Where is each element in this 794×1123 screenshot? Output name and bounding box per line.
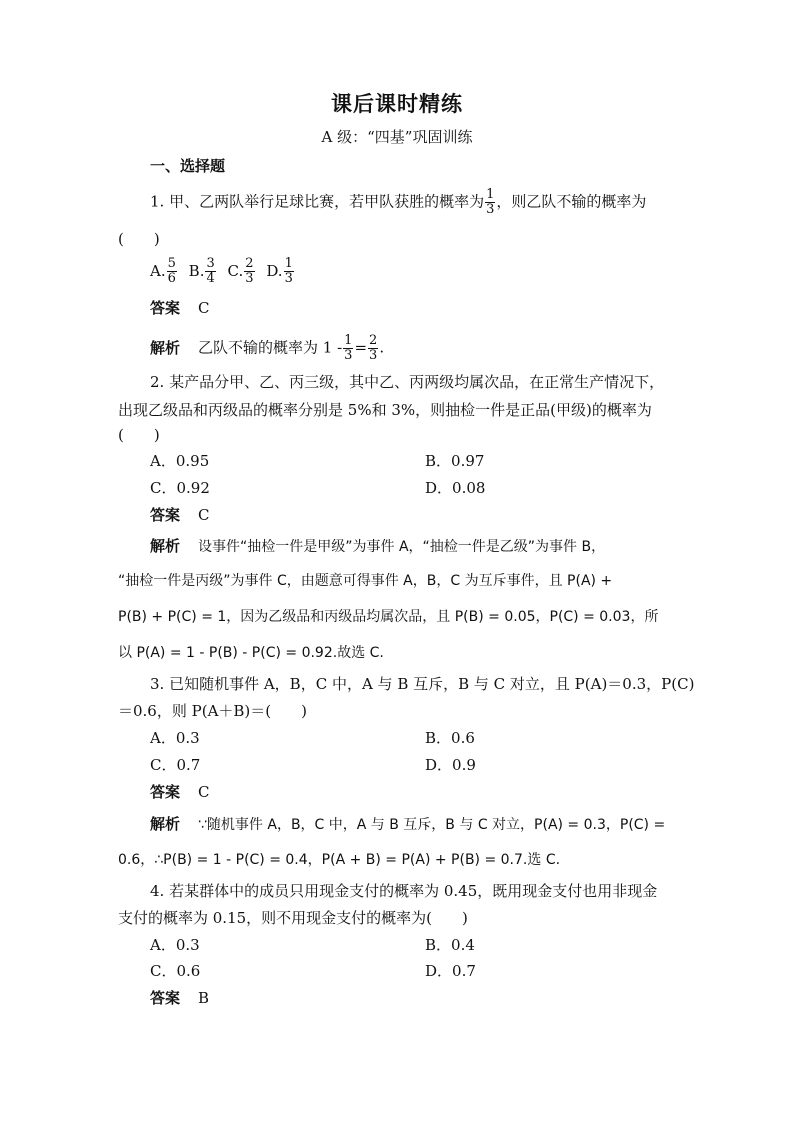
q1-stem-text-b: ，则乙队不输的概率为: [496, 192, 647, 211]
q2-paren: ( ): [118, 426, 160, 444]
answer-value: C: [198, 299, 210, 317]
frac-den: 6: [167, 271, 176, 286]
analysis-equals: =: [354, 338, 368, 357]
q1-option-b: [188, 256, 217, 286]
q3-analysis-line-1: [150, 814, 665, 835]
option-fraction: [244, 257, 254, 286]
q3-option-c: C．0.7: [150, 756, 201, 774]
section-heading: 一、选择题: [150, 157, 226, 175]
answer-tag: 答案: [150, 989, 181, 1007]
frac-den: 3: [344, 348, 353, 363]
q4-option-c: C．0.6: [150, 962, 201, 980]
q2-stem-line-2: 出现乙级品和丙级品的概率分别是 5%和 3%，则抽检一件是正品(甲级)的概率为: [118, 401, 652, 419]
page-title: 课后课时精练: [331, 91, 463, 116]
frac-num: 3: [206, 256, 215, 271]
q2-answer: [150, 505, 210, 525]
option-label: C.: [227, 261, 244, 280]
q3-stem-line-1: 3. 已知随机事件 A，B，C 中，A 与 B 互斥，B 与 C 对立，且 P(A)＝0.3，P(C): [150, 675, 695, 693]
q2-option-b: B．0.97: [425, 452, 485, 470]
q3-answer: [150, 782, 210, 802]
answer-value: C: [198, 506, 210, 524]
frac-den: 3: [284, 271, 293, 286]
option-label: B.: [188, 261, 205, 280]
option-fraction: [284, 257, 294, 286]
q4-option-d: D．0.7: [425, 962, 476, 980]
q1-answer: [150, 298, 210, 318]
q2-analysis-line-3: P(B) + P(C) = 1，因为乙级品和丙级品均属次品，且 P(B) = 0.05，P(C) = 0.03，所: [118, 609, 659, 625]
frac-den: 3: [245, 271, 254, 286]
option-label: A.: [150, 261, 166, 280]
option-fraction: [167, 257, 177, 286]
answer-value: C: [198, 783, 210, 801]
q2-analysis-line-1: [150, 536, 605, 557]
q4-option-b: B．0.4: [425, 936, 475, 954]
answer-value: B: [198, 989, 210, 1007]
q1-paren: ( ): [118, 230, 160, 248]
frac-num: 5: [167, 256, 176, 271]
q1-option-d: [266, 256, 295, 286]
analysis-tag: 解析: [150, 537, 181, 555]
q1-options: [150, 257, 295, 286]
q2-analysis-line-4: 以 P(A) = 1 - P(B) - P(C) = 0.92.故选 C.: [118, 645, 384, 661]
q1-analysis: [150, 334, 384, 363]
q2-option-d: D．0.08: [425, 479, 486, 497]
q2-option-c: C．0.92: [150, 479, 210, 497]
frac-num: 1: [344, 333, 353, 348]
answer-tag: 答案: [150, 299, 181, 317]
q1-stem: [150, 188, 646, 217]
q2-option-a: A．0.95: [150, 452, 210, 470]
q1-option-c: [227, 256, 256, 286]
q2-stem-line-1: 2. 某产品分甲、乙、丙三级，其中乙、丙两级均属次品，在正常生产情况下，: [150, 373, 665, 391]
analysis-text: ∵随机事件 A，B，C 中，A 与 B 互斥，B 与 C 对立，P(A) = 0.3，P(C) =: [198, 817, 666, 833]
q3-option-a: A．0.3: [150, 729, 200, 747]
q3-analysis-line-2: 0.6，∴P(B) = 1 - P(C) = 0.4，P(A + B) = P(A) + P(B) = 0.7.选 C.: [118, 852, 561, 868]
analysis-text: 设事件“抽检一件是甲级”为事件 A，“抽检一件是乙级”为事件 B，: [198, 539, 606, 555]
q1-option-a: [150, 256, 178, 286]
q1-stem-fraction: [485, 188, 495, 217]
q1-stem-frac-den: 3: [486, 202, 495, 217]
page-subtitle: A 级：“四基”巩固训练: [321, 128, 473, 146]
analysis-fraction-2: [368, 334, 378, 363]
q4-stem-line-2: 支付的概率为 0.15，则不用现金支付的概率为( ): [118, 909, 468, 927]
answer-tag: 答案: [150, 783, 181, 801]
frac-num: 1: [284, 256, 293, 271]
q4-option-a: A．0.3: [150, 936, 200, 954]
q3-option-d: D．0.9: [425, 756, 476, 774]
analysis-text: 乙队不输的概率为 1 -: [198, 338, 343, 357]
frac-num: 2: [369, 333, 378, 348]
q1-stem-text-a: 1. 甲、乙两队举行足球比赛，若甲队获胜的概率为: [150, 192, 485, 211]
option-fraction: [205, 257, 215, 286]
q3-stem-line-2: ＝0.6，则 P(A＋B)＝( ): [118, 702, 307, 720]
frac-den: 3: [369, 348, 378, 363]
option-label: D.: [266, 261, 283, 280]
analysis-tag: 解析: [150, 338, 181, 357]
q4-answer: [150, 988, 209, 1008]
q1-stem-frac-num: 1: [486, 187, 495, 202]
analysis-tag: 解析: [150, 815, 181, 833]
q2-analysis-line-2: “抽检一件是丙级”为事件 C，由题意可得事件 A，B，C 为互斥事件，且 P(A) +: [118, 573, 613, 589]
answer-tag: 答案: [150, 506, 181, 524]
frac-num: 2: [245, 256, 254, 271]
frac-den: 4: [206, 271, 215, 286]
q4-stem-line-1: 4. 若某群体中的成员只用现金支付的概率为 0.45，既用现金支付也用非现金: [150, 882, 658, 900]
analysis-fraction-1: [343, 334, 353, 363]
analysis-end: .: [379, 338, 385, 357]
q3-option-b: B．0.6: [425, 729, 475, 747]
